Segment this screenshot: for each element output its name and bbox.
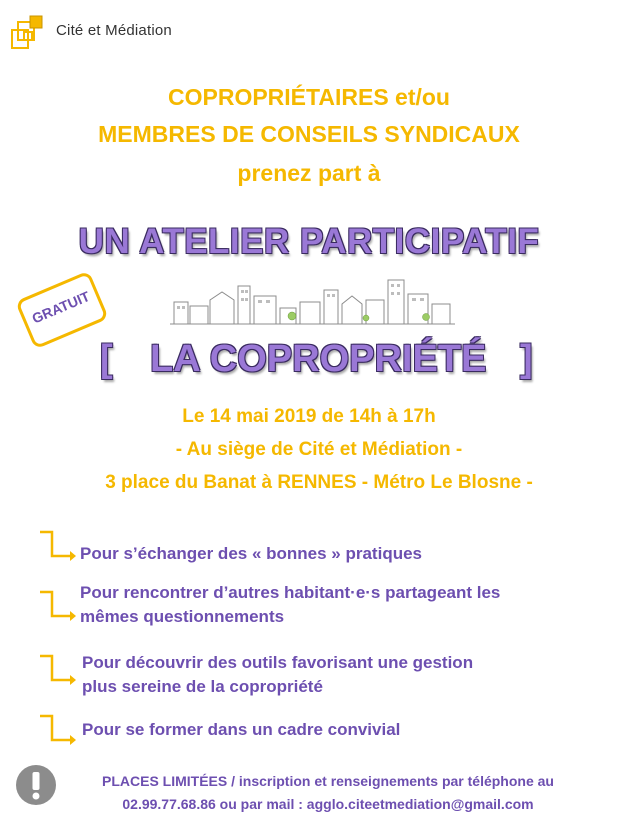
event-address: 3 place du Banat à RENNES - Métro Le Blosne - bbox=[105, 472, 533, 493]
bullet-item-2-line-1: Pour rencontrer d’autres habitant·e·s partageant les bbox=[80, 583, 501, 602]
free-badge-label: GRATUIT bbox=[29, 287, 93, 327]
elbow-arrow-icon bbox=[36, 712, 76, 748]
elbow-arrow-icon bbox=[36, 652, 76, 688]
topic-title-text: LA COPROPRIÉTÉ bbox=[150, 338, 487, 380]
exclamation-circle-icon bbox=[15, 764, 57, 806]
event-date: Le 14 mai 2019 de 14h à 17h bbox=[182, 406, 436, 427]
bracket-close: ] bbox=[520, 338, 533, 380]
main-title: UN ATELIER PARTICIPATIF bbox=[78, 222, 540, 261]
headline-line-3: prenez part à bbox=[237, 160, 381, 186]
bullet-item-3-line-1: Pour découvrir des outils favorisant une gestion bbox=[82, 653, 474, 672]
elbow-arrow-icon bbox=[36, 528, 76, 564]
bullet-item-2-line-2: mêmes questionnements bbox=[80, 607, 285, 626]
bullet-item-4-line-1: Pour se former dans un cadre convivial bbox=[82, 720, 401, 739]
bullet-item-4 bbox=[82, 718, 400, 742]
bullet-item-3 bbox=[82, 651, 473, 699]
footer-line-1: PLACES LIMITÉES / inscription et renseignements par téléphone au bbox=[102, 773, 554, 789]
bullet-item-1-line-1: Pour s’échanger des « bonnes » pratiques bbox=[80, 544, 422, 563]
brand-name: Cité et Médiation bbox=[56, 22, 172, 39]
free-badge bbox=[15, 270, 109, 349]
elbow-arrow-icon bbox=[36, 588, 76, 624]
footer-contact[interactable]: 02.99.77.68.86 ou par mail : agglo.citeetmediation@gmail.com bbox=[122, 796, 534, 812]
bullet-item-2 bbox=[80, 581, 500, 629]
headline-line-2: MEMBRES DE CONSEILS SYNDICAUX bbox=[98, 121, 520, 147]
bullet-item-3-line-2: plus sereine de la copropriété bbox=[82, 677, 323, 696]
stacked-squares-logo-icon bbox=[10, 12, 50, 52]
event-place: - Au siège de Cité et Médiation - bbox=[175, 439, 463, 460]
brand-logo bbox=[10, 12, 310, 52]
bracket-open: [ bbox=[100, 338, 113, 380]
city-skyline-illustration bbox=[170, 272, 455, 326]
bullet-item-1 bbox=[80, 542, 422, 566]
headline-line-1: COPROPRIÉTAIRES et/ou bbox=[168, 84, 450, 110]
